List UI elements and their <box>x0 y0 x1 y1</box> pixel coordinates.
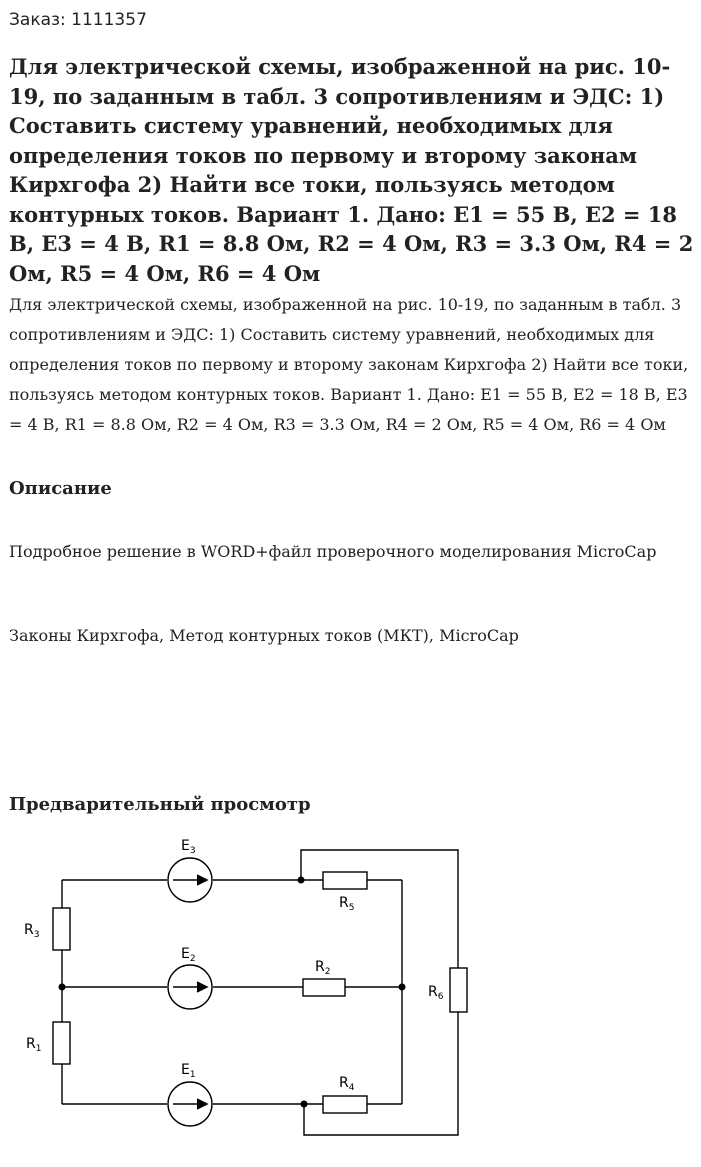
label-e2: $E_2$ <box>181 946 196 964</box>
circuit-diagram <box>0 828 701 1163</box>
intro-text: Для электрической схемы, изображенной на рис. 10-19, по заданным в табл. 3 сопротивлениям и ЭДС: 1) Составить систему уравнений, необходимых для определения токов по первому и второму законам Кирхгофа 2) Найти все токи, пользуясь методом контурных токов. Вариант 1. Дано: E1 = 55 В, E2 = 18 В, E3 = 4 В, R1 = 8.8 Ом, R2 = 4 Ом, R3 = 3.3 Ом, R4 = 2 Ом, R5 = 4 Ом, R6 = 4 Ом <box>9 295 689 434</box>
label-r6: $R_6$ <box>428 984 444 1002</box>
description-paragraph-1: Подробное решение в WORD+файл проверочного моделирования MicroCap <box>9 542 657 561</box>
resistor-r2 <box>303 979 345 996</box>
order-number: Заказ: 1111357 <box>9 10 147 30</box>
source-e1 <box>168 1082 212 1126</box>
label-r1: $R_1$ <box>26 1036 42 1054</box>
junction-right <box>399 984 406 991</box>
page-title: Для электрической схемы, изображенной на рис. 10-19, по заданным в табл. 3 сопротивлениям и ЭДС: 1) Составить систему уравнений, необходимых для определения токов по первому и второму законам Кирхгофа 2) Найти все токи, пользуясь методом контурных токов. Вариант 1. Дано: E1 = 55 В, E2 = 18 В, E3 = 4 В, R1 = 8.8 Ом, R2 = 4 Ом, R3 = 3.3 Ом, R4 = 2 Ом, R5 = 4 Ом, R6 = 4 Ом <box>9 54 694 286</box>
description-paragraph-2: Законы Кирхгофа, Метод контурных токов (МКТ), MicroCap <box>9 626 519 645</box>
label-r3: $R_3$ <box>24 922 40 940</box>
label-e3: $E_3$ <box>181 838 196 856</box>
resistor-r4 <box>323 1096 367 1113</box>
label-e1: $E_1$ <box>181 1062 196 1080</box>
junction-left <box>59 984 66 991</box>
junction-top <box>298 877 305 884</box>
resistor-r1 <box>53 1022 70 1064</box>
resistor-r3 <box>53 908 70 950</box>
resistor-r6 <box>450 968 467 1012</box>
preview-heading: Предварительный просмотр <box>9 794 311 815</box>
label-r5: $R_5$ <box>339 895 355 913</box>
label-r4: $R_4$ <box>339 1075 355 1093</box>
source-e2 <box>168 965 212 1009</box>
description-heading: Описание <box>9 478 112 499</box>
wire-r6-top <box>301 850 458 968</box>
junction-bottom <box>301 1101 308 1108</box>
source-e3 <box>168 858 212 902</box>
wire-r6-bottom <box>304 1012 458 1135</box>
label-r2: $R_2$ <box>315 959 331 977</box>
resistor-r5 <box>323 872 367 889</box>
